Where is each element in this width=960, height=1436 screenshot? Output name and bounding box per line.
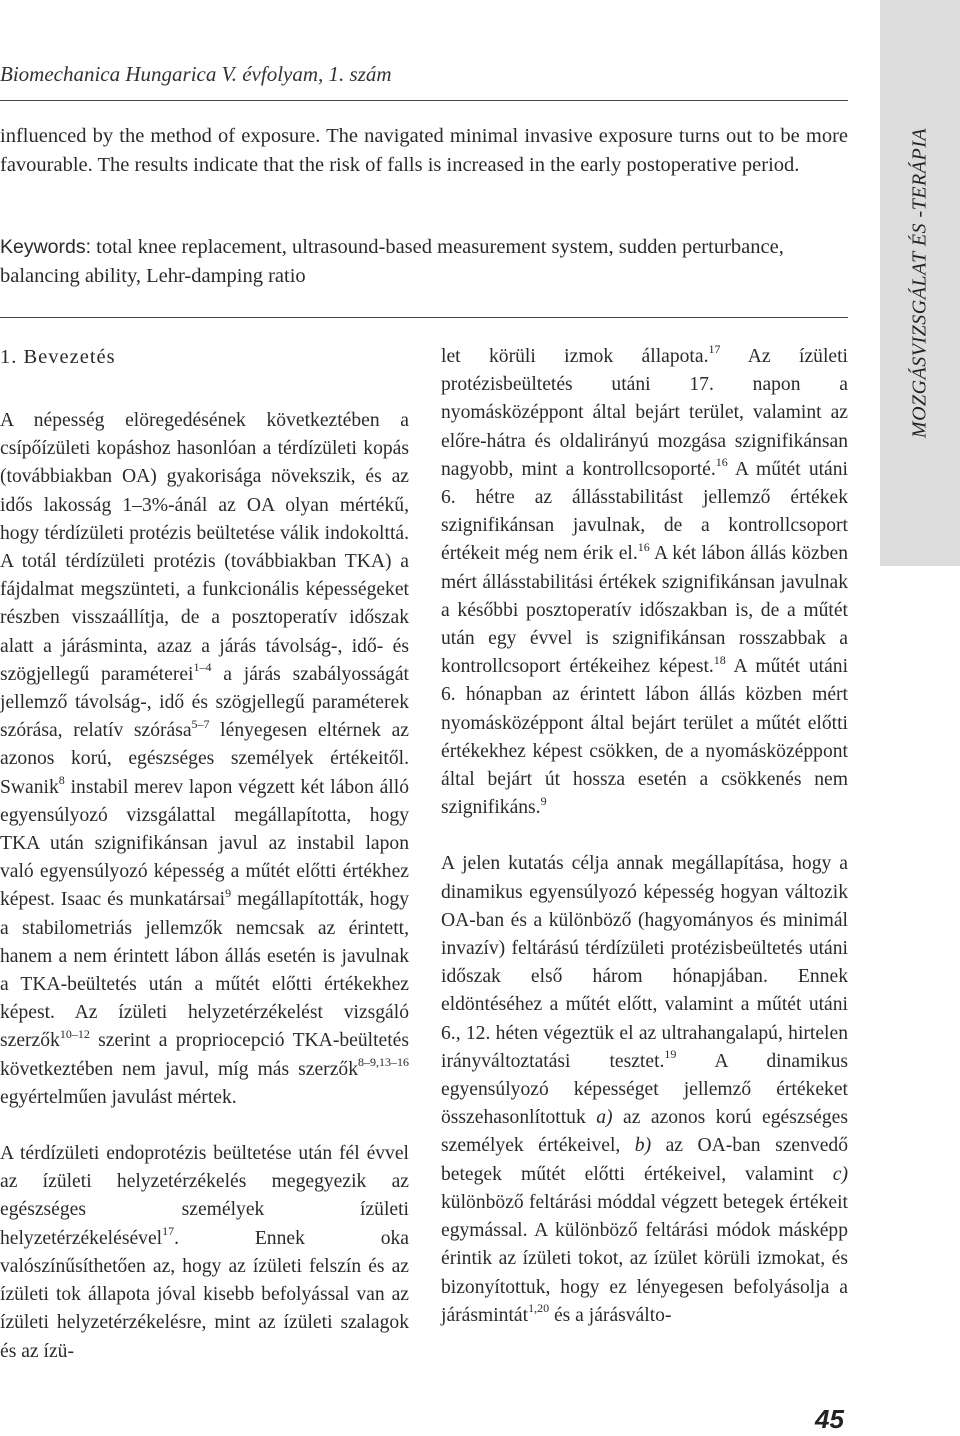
text-run: az azonos korú egészséges személyek értékeivel, [441,1107,848,1157]
text-run: a járás szabályosságát jellemző távolság-, idő és szögjellegű paraméterek szórása, relatív szórása [0,663,409,742]
text-run: A műtét utáni 6. hétre az állásstabilitást jellemző értékek szignifikánsan javulnak, de a kontrollcsoport értékeit még nem érik el. [441,458,848,565]
reference: 19 [664,1047,677,1062]
journal-header: Biomechanica Hungarica V. évfolyam, 1. szám [0,62,392,86]
reference: 8–9,13–16 [358,1055,409,1070]
list-marker: b) [634,1135,652,1157]
text-run: megállapították, hogy a stabilometriás jellemzők nemcsak az érintett, hanem a nem érintett lábon állás esetén is javulnak a TKA-beültetés után a műtét előtti értékekhez képest. Az ízületi helyzetérzékelést vizsgáló szerzők [0,889,409,1052]
text-run: A két lábon állás közben mért állásstabilitási értékek szignifikánsan javulnak a későbbi posztoperatív időszakban is, de a műtét után egy évvel is szignifikánsan rosszabbak a kontrollcsoport értékeihez képest. [441,543,849,678]
header-rule [0,100,848,101]
reference: 9 [225,885,232,900]
abstract-continuation: influenced by the method of exposure. The navigated minimal invasive exposure turns out to be more favourable. The results indicate that the risk of falls is increased in the early postoperative period. [0,125,848,176]
paragraph [441,343,848,822]
section-rule [0,317,848,318]
text-run: A jelen kutatás célja annak megállapítása, hogy a dinamikus egyensúlyozó képesség hogyan változik OA-ban és a különböző (hagyományos és minimál invazív) feltárású térdízületi protézisbeültetés utáni időszak első három hónapjában. Ennek eldöntéséhez a műtét előtt, valamint a műtét utáni 6., 12. héten végeztük el az ultrahangalapú, hirtelen irányváltoztatási tesztet. [441,853,848,1072]
text-run: és a járásválto- [549,1304,672,1326]
left-column [0,343,409,1366]
reference: 9 [540,793,547,808]
section-title: 1. Bevezetés [0,346,116,368]
right-column [441,343,848,1330]
text-run: . Ennek oka valószínűsíthetően az, hogy az ízületi felszín és az ízületi tok állapota jóval kisebb befolyással van az ízületi helyzetérzékelésre, mint az ízületi szalagok és az ízü- [0,1227,409,1362]
text-run: A műtét utáni 6. hónapban az érintett lábon állás közben mért nyomásközéppont által bejárt terület a műtét előtti értékekhez képest csökken, de a nyomásközéppont által bejárt út hossza esetén a csökkenés nem szignifikáns. [441,656,849,819]
list-marker: c) [832,1163,848,1185]
reference: 1–4 [193,660,212,675]
list-marker: a) [596,1107,613,1129]
keywords [0,233,848,291]
text-run: lényegesen eltérnek az azonos korú, egészséges személyek értékeitől. Swanik [0,720,409,798]
page-number: 45 [815,1404,844,1434]
text-run: let körüli izmok állapota. [441,346,709,367]
text-run: instabil merev lapon végzett két lábon álló egyensúlyozó vizsgálattal megállapította, hogy TKA után szignifikánsan javul az instabil lapon való egyensúlyozó képesség a műtét előtti értékhez képest. Isaac és munkatársai [0,776,409,911]
reference: 10–12 [59,1026,90,1041]
reference: 17 [162,1224,175,1239]
reference: 17 [708,342,721,357]
reference: 1,20 [528,1301,550,1316]
reference: 16 [637,539,650,554]
reference: 16 [715,455,728,470]
paragraph [0,407,409,1112]
reference: 18 [713,652,726,667]
text-run: Az ízületi protézisbeültetés utáni 17. napon a nyomásközéppont által bejárt terület, valamint az előre-hátra és oldalirányú mozgása szignifikánsan nagyobb, mint a kontrollcsoporté. [441,346,848,480]
text-run: az OA-ban szenvedő betegek műtét előtti értékeivel, valamint [441,1135,848,1185]
text-run: A népesség elöregedésének következtében a csípőízületi kopáshoz hasonlóan a térdízületi kopás (továbbiakban OA) gyakorisága növekszik, és az idős lakosság 1–3%-ánál az OA olyan mértékű, hogy térdízületi protézis beültetése válik indokolttá. A totál térdízületi protézis (továbbiakban TKA) a fájdalmat megszünteti, a funkcionális képességeket részben visszaállítja, de a posztoperatív időszak alatt a járásminta, azaz a járás távolság-, idő- és szögjellegű paraméterei [0,410,409,685]
paragraph [441,850,848,1329]
reference: 8 [58,773,65,788]
side-tab-label: MOZGÁSVIZSGÁLAT ÉS -TERÁPIA [908,127,931,439]
text-run: A dinamikus egyensúlyozó képességet jellemző értékeket összehasonlítottuk [441,1050,849,1129]
reference: 5–7 [191,716,210,731]
keywords-text: total knee replacement, ultrasound-based measurement system, sudden perturbance, balancing ability, Lehr-damping ratio [0,236,784,287]
text-run: A térdízületi endoprotézis beültetése után fél évvel az ízületi helyzetérzékelés megegyezik az egészséges személyek ízületi helyzetérzékelésével [0,1143,409,1249]
paragraph [0,1140,409,1366]
keywords-label: Keywords: [0,236,92,258]
text-run: egyértelműen javulást mértek. [0,1086,237,1108]
text-run: szerint a propriocepció TKA-beültetés következtében nem javul, míg más szerzők [0,1030,409,1080]
text-run: különböző feltárási móddal végzett betegek értékeit egymással. A különböző feltárási módok másképp érintik az ízületi tokot, az ízület körüli izmokat, és bizonyítottuk, hogy ez lényegesen befolyásolja a járásmintát [441,1191,848,1326]
